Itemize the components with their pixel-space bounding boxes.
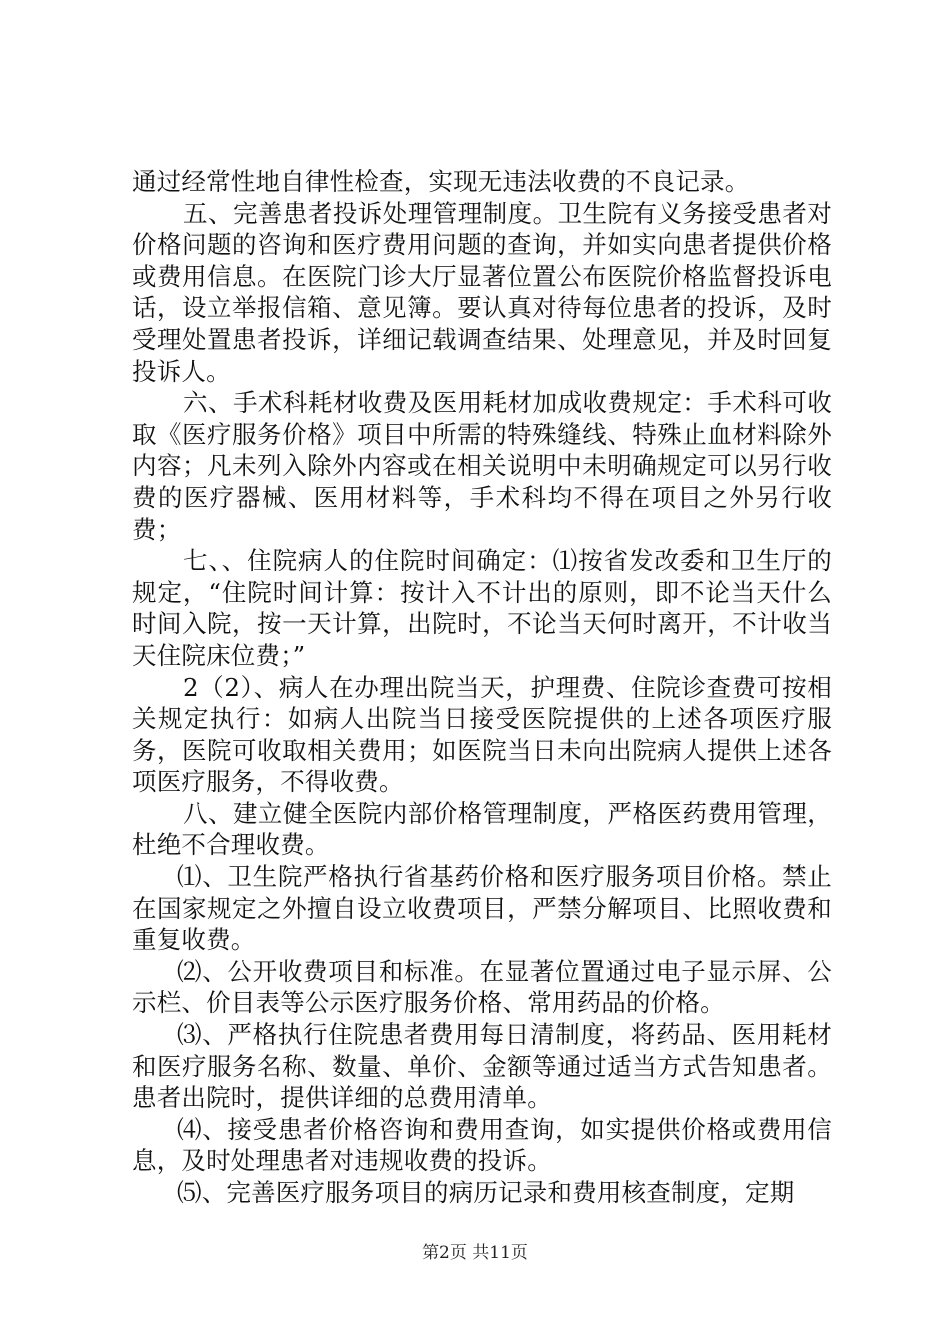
paragraph-section-7-item-2: 2（2）、病人在办理出院当天，护理费、住院诊查费可按相关规定执行：如病人出院当日接受医院提供的上述各项医疗服务，医院可收取相关费用；如医院当日未向出院病人提供上述各项医疗服务，不得收费。 [132,672,832,797]
paragraph-section-8-item-5: ⑸、完善医疗服务项目的病历记录和费用核查制度，定期 [177,1178,795,1207]
paragraph-continuation: 通过经常性地自律性检查，实现无违法收费的不良记录。 [132,167,750,196]
page-number-footer: 第2页 共11页 [422,1243,528,1263]
paragraph-section-5: 五、完善患者投诉处理管理制度。卫生院有义务接受患者对价格问题的咨询和医疗费用问题的查询，并如实向患者提供价格或费用信息。在医院门诊大厅显著位置公布医院价格监督投诉电话，设立举报信箱、意见簿。要认真对待每位患者的投诉，及时受理处置患者投诉，详细记载调查结果、处理意见，并及时回复投诉人。 [132,198,832,386]
paragraph-section-8: 八、建立健全医院内部价格管理制度，严格医药费用管理，杜绝不合理收费。 [132,798,832,860]
paragraph-section-7: 七、、住院病人的住院时间确定：⑴按省发改委和卫生厅的规定，“住院时间计算：按计入不计出的原则，即不论当天什么时间入院，按一天计算，出院时，不论当天何时离开，不计收当天住院床位费；” [132,546,832,670]
paragraph-section-8-item-4: ⑷、接受患者价格咨询和费用查询，如实提供价格或费用信息，及时处理患者对违规收费的投诉。 [132,1114,832,1176]
paragraph-section-6: 六、手术科耗材收费及医用耗材加成收费规定：手术科可收取《医疗服务价格》项目中所需的特殊缝线、特殊止血材料除外内容；凡未列入除外内容或在相关说明中未明确规定可以另行收费的医疗器械、医用材料等，手术科均不得在项目之外另行收费； [132,388,832,544]
paragraph-section-8-item-3: ⑶、严格执行住院患者费用每日清制度，将药品、医用耗材和医疗服务名称、数量、单价、金额等通过适当方式告知患者。患者出院时，提供详细的总费用清单。 [132,1020,832,1113]
document-body [132,166,832,1209]
paragraph-section-8-item-1: ⑴、卫生院严格执行省基药价格和医疗服务项目价格。禁止在国家规定之外擅自设立收费项目，严禁分解项目、比照收费和重复收费。 [132,862,832,955]
paragraph-section-8-item-2: ⑵、公开收费项目和标准。在显著位置通过电子显示屏、公示栏、价目表等公示医疗服务价格、常用药品的价格。 [132,956,832,1018]
